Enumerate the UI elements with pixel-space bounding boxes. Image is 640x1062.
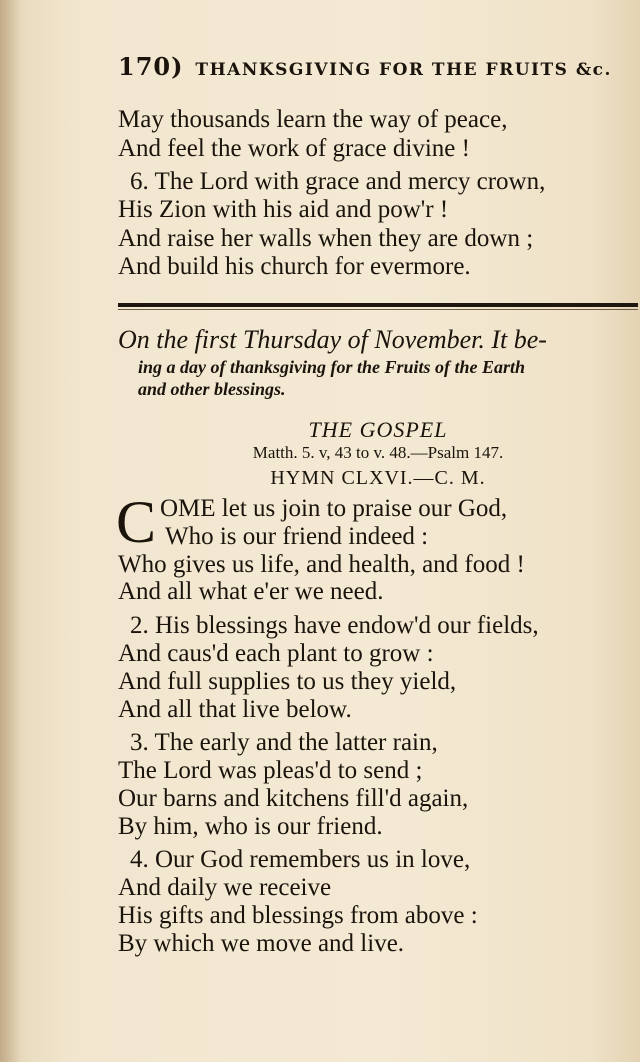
occasion-subheading: ing a day of thanksgiving for the Fruits of the Earth xyxy=(138,357,526,377)
hymn-line: The Lord was pleas'd to send ; xyxy=(118,757,423,784)
hymn-line: His gifts and blessings from above : xyxy=(118,902,478,929)
hymn-line: And full supplies to us they yield, xyxy=(118,668,457,695)
hymn-line: And all that live below. xyxy=(118,696,352,723)
occasion-subheading: and other blessings. xyxy=(138,379,286,399)
hymn-line: Our barns and kitchens fill'd again, xyxy=(118,785,469,812)
hymn-line: Who gives us life, and health, and food ! xyxy=(118,551,525,578)
drop-cap: C xyxy=(116,489,157,555)
running-title: THANKSGIVING FOR THE FRUITS &c. xyxy=(195,60,612,80)
verse-line: May thousands learn the way of peace, xyxy=(118,106,508,133)
hymn-line: 2. His blessings have endow'd our fields, xyxy=(130,612,539,639)
hymn-line: By which we move and live. xyxy=(118,930,405,957)
hymn-line: And caus'd each plant to grow : xyxy=(118,640,434,667)
verse-line: His Zion with his aid and pow'r ! xyxy=(118,196,449,223)
hymn-line: And all what e'er we need. xyxy=(118,578,384,605)
hymn-line: OME let us join to praise our God, xyxy=(160,495,508,522)
verse-line: And build his church for evermore. xyxy=(118,253,471,280)
verse-line: And raise her walls when they are down ; xyxy=(118,225,534,252)
verse-line: 6. The Lord with grace and mercy crown, xyxy=(130,168,546,195)
occasion-heading: On the first Thursday of November. It be- xyxy=(118,325,547,354)
hymn-line: And daily we receive xyxy=(118,874,332,901)
verse-line: And feel the work of grace divine ! xyxy=(118,135,470,162)
section-divider-thin xyxy=(118,309,638,310)
hymn-line: Who is our friend indeed : xyxy=(165,523,429,550)
page-number: 170) xyxy=(118,52,184,81)
hymn-line: 3. The early and the latter rain, xyxy=(130,729,438,756)
gospel-title: THE GOSPEL xyxy=(308,417,448,442)
hymn-line: 4. Our God remembers us in love, xyxy=(130,846,471,873)
hymn-title: HYMN CLXVI.—C. M. xyxy=(270,467,486,489)
page-edge-shadow xyxy=(0,0,20,1062)
hymn-line: By him, who is our friend. xyxy=(118,813,383,840)
running-header xyxy=(118,52,638,81)
section-divider xyxy=(118,303,638,307)
scripture-reference: Matth. 5. v, 43 to v. 48.—Psalm 147. xyxy=(252,443,504,462)
